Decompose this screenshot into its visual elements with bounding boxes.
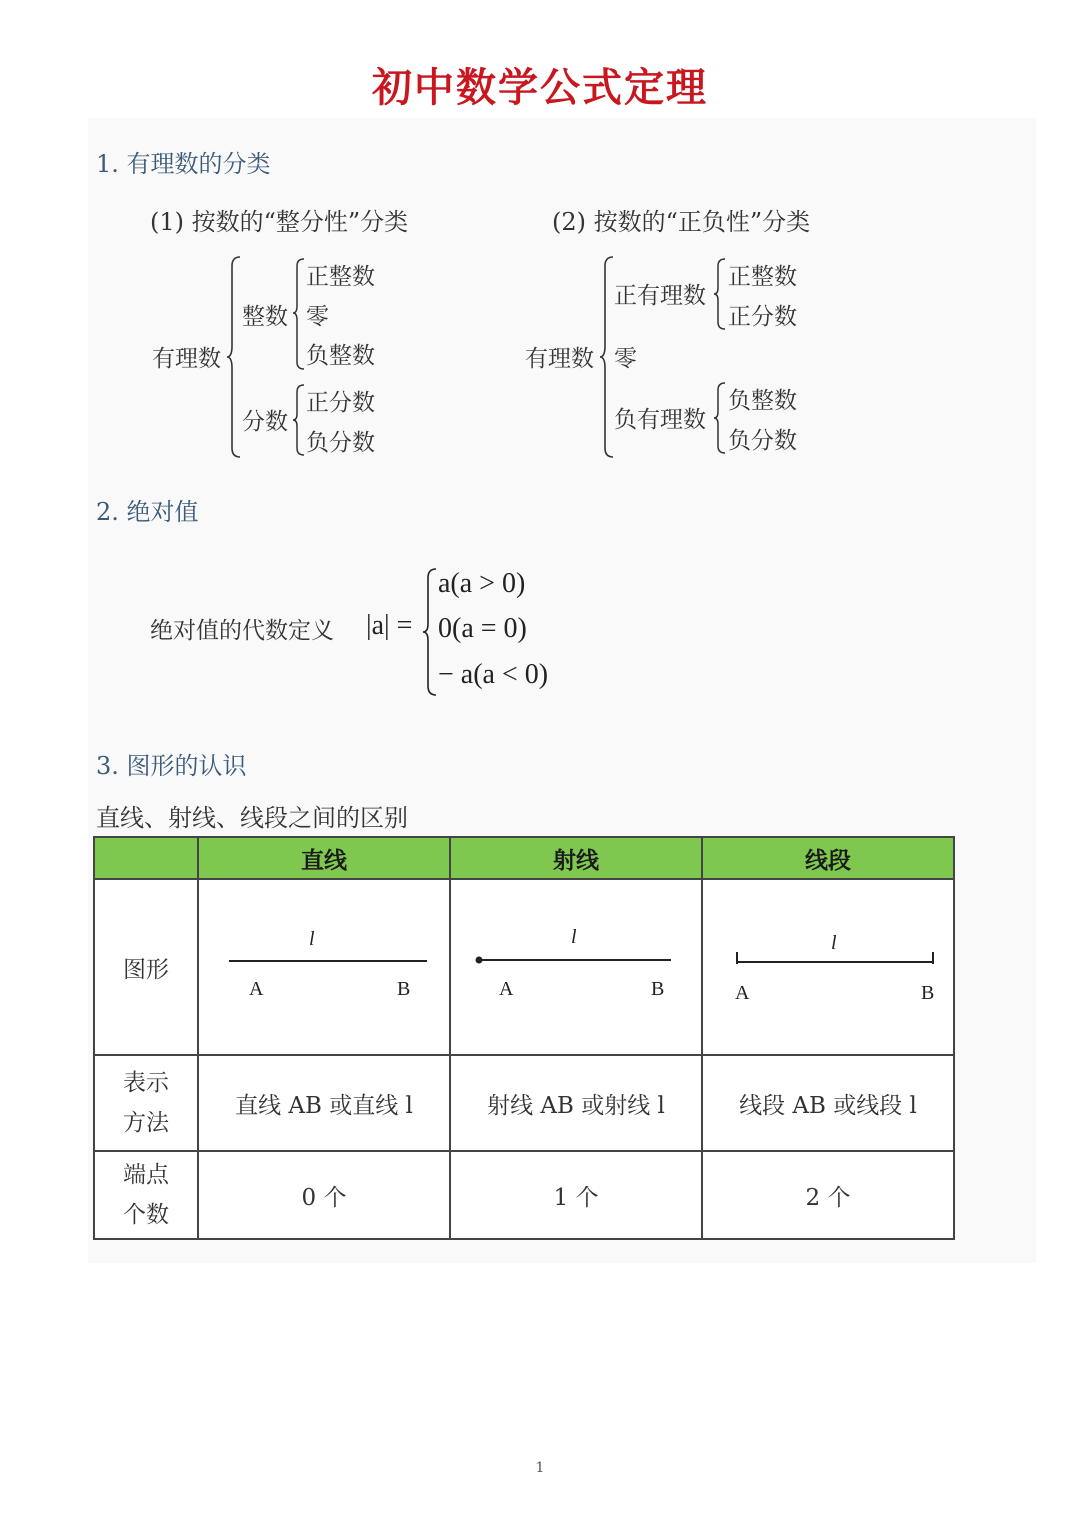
ray-label-b: B (651, 978, 665, 1000)
section1-heading: 1. 有理数的分类 (96, 150, 271, 178)
right-group1: 正有理数 (614, 283, 706, 309)
left-group1-item-3: 负整数 (306, 343, 375, 369)
table-header-line: 直线 (198, 837, 450, 879)
right-group2-item-2: 负分数 (728, 428, 797, 454)
right-group2: 负有理数 (614, 407, 706, 433)
left-group2-item-2: 负分数 (306, 430, 375, 456)
abs-case-3: − a(a < 0) (438, 659, 549, 690)
endpoints-segment: 2 个 (702, 1151, 954, 1239)
left-group1: 整数 (242, 304, 288, 330)
row-label-notation: 表示 方法 (94, 1055, 198, 1151)
ray-figure-icon (451, 880, 701, 1054)
left-caption: (1) 按数的“整分性”分类 (150, 208, 409, 236)
right-group1-brace-icon (713, 258, 727, 330)
segment-label-a: A (735, 982, 750, 1004)
abs-definition-label: 绝对值的代数定义 (150, 618, 334, 644)
table-header-row (94, 837, 954, 879)
notation-ray: 射线 AB 或射线 l (450, 1055, 702, 1151)
abs-case-2: 0(a = 0) (438, 613, 527, 644)
figure-ray-cell (450, 879, 702, 1055)
left-group2-item-1: 正分数 (306, 390, 375, 416)
line-label-l: l (309, 928, 315, 950)
right-root: 有理数 (525, 346, 594, 372)
table-header-segment: 线段 (702, 837, 954, 879)
right-group2-item-1: 负整数 (728, 388, 797, 414)
table-row (94, 1151, 954, 1239)
right-group2-brace-icon (713, 382, 727, 454)
endpoints-ray: 1 个 (450, 1151, 702, 1239)
right-middle: 零 (614, 346, 637, 372)
endpoints-line: 0 个 (198, 1151, 450, 1239)
left-root: 有理数 (152, 346, 221, 372)
segment-label-b: B (921, 982, 935, 1004)
left-root-brace-icon (226, 256, 242, 458)
section3-heading: 3. 图形的认识 (96, 752, 247, 780)
figure-line-cell (198, 879, 450, 1055)
left-group1-brace-icon (292, 258, 306, 370)
right-root-brace-icon (599, 256, 615, 458)
left-group2: 分数 (242, 409, 288, 435)
comparison-table (93, 836, 955, 1240)
line-label-b: B (397, 978, 411, 1000)
line-label-a: A (249, 978, 264, 1000)
abs-case-1: a(a > 0) (438, 568, 526, 599)
table-header-empty (94, 837, 198, 879)
page-title: 初中数学公式定理 (372, 65, 708, 111)
right-group1-item-2: 正分数 (728, 304, 797, 330)
table-row (94, 1055, 954, 1151)
segment-figure-icon (703, 880, 953, 1054)
segment-label-l: l (831, 932, 837, 954)
abs-lhs: |a| = (366, 610, 413, 641)
right-caption: (2) 按数的“正负性”分类 (552, 208, 811, 236)
page-number: 1 (535, 1460, 545, 1476)
abs-cases-brace-icon (422, 568, 438, 696)
table-row (94, 879, 954, 1055)
ray-label-a: A (499, 978, 514, 1000)
left-group1-item-1: 正整数 (306, 264, 375, 290)
notation-segment: 线段 AB 或线段 l (702, 1055, 954, 1151)
notation-line: 直线 AB 或直线 l (198, 1055, 450, 1151)
table-header-ray: 射线 (450, 837, 702, 879)
figure-segment-cell (702, 879, 954, 1055)
line-figure-icon (199, 880, 449, 1054)
right-group1-item-1: 正整数 (728, 264, 797, 290)
section3-subheading: 直线、射线、线段之间的区别 (96, 804, 408, 832)
left-group2-brace-icon (292, 384, 306, 456)
left-group1-item-2: 零 (306, 304, 329, 330)
row-label-figure: 图形 (94, 879, 198, 1055)
section2-heading: 2. 绝对值 (96, 498, 199, 526)
row-label-endpoints: 端点 个数 (94, 1151, 198, 1239)
ray-label-l: l (571, 926, 577, 948)
